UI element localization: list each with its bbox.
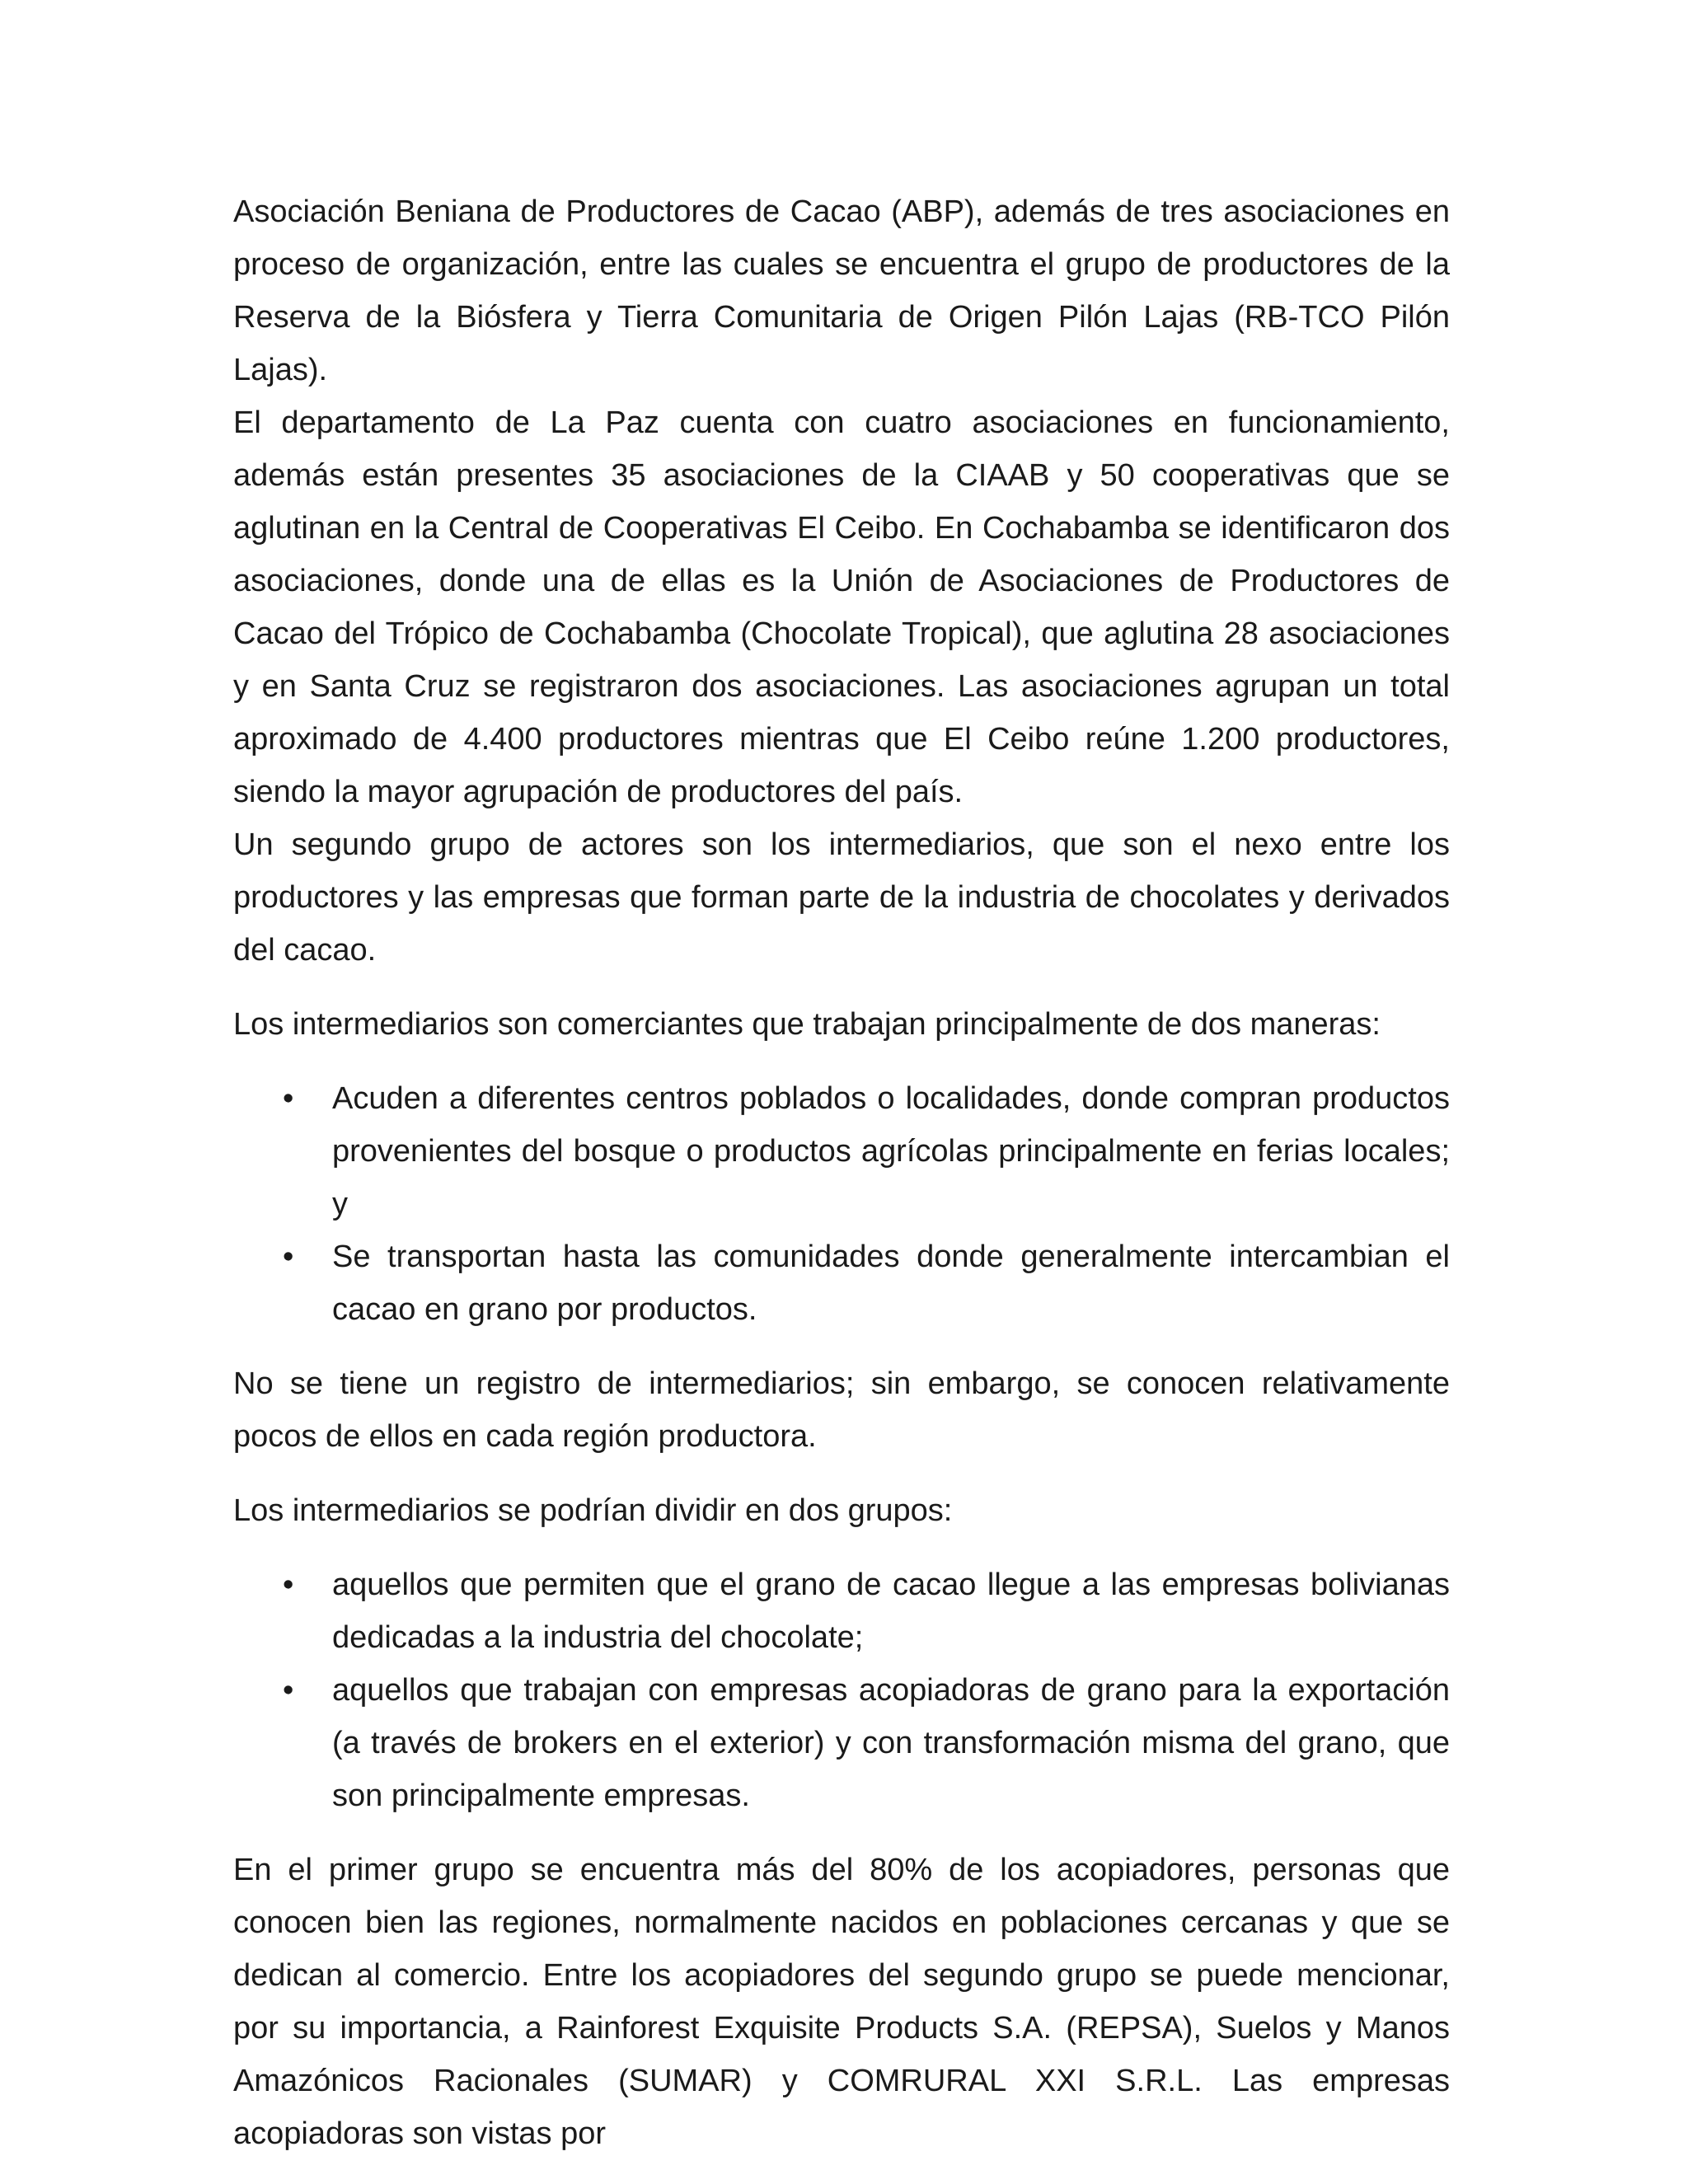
list-item-text: aquellos que permiten que el grano de cacao llegue a las empresas bolivianas dedicadas a la industria del chocolate;: [332, 1568, 1450, 1655]
list-item: [233, 1230, 1450, 1336]
list-item-text: Acuden a diferentes centros poblados o localidades, donde compran productos provenientes del bosque o productos agrícolas principalmente en ferias locales; y: [332, 1081, 1450, 1221]
paragraph-intermediaries-ways: Los intermediarios son comerciantes que trabajan principalmente de dos maneras:: [233, 1007, 1381, 1042]
paragraph-abp-associations: Asociación Beniana de Productores de Cacao (ABP), además de tres asociaciones en proceso de organización, entre las cuales se encuentra el grupo de productores de la Reserva de la Biósfera y Tierra Comunitaria de Origen Pilón Lajas (RB-TCO Pilón Lajas).: [233, 194, 1450, 387]
list-item: [233, 1558, 1450, 1664]
bullet-icon: •: [283, 1240, 294, 1274]
bullet-icon: •: [283, 1673, 294, 1708]
list-item-text: Se transportan hasta las comunidades donde generalmente intercambian el cacao en grano por productos.: [332, 1240, 1450, 1327]
paragraph-intermediaries-intro: Un segundo grupo de actores son los intermediarios, que son el nexo entre los productores y las empresas que forman parte de la industria de chocolates y derivados del cacao.: [233, 827, 1450, 968]
groups-bullet-list: [233, 1558, 1450, 1822]
list-item: [233, 1664, 1450, 1822]
list-item-text: aquellos que trabajan con empresas acopiadoras de grano para la exportación (a través de brokers en el exterior) y con transformación misma del grano, que son principalmente empresas.: [332, 1673, 1450, 1813]
ways-bullet-list: [233, 1072, 1450, 1336]
paragraph-no-registry: No se tiene un registro de intermediarios; sin embargo, se conocen relativamente pocos de ellos en cada región productora.: [233, 1366, 1450, 1454]
list-item: [233, 1072, 1450, 1230]
bullet-icon: •: [283, 1568, 294, 1602]
bullet-icon: •: [283, 1081, 294, 1116]
paragraph-two-groups: Los intermediarios se podrían dividir en dos grupos:: [233, 1493, 953, 1528]
paragraph-first-group: En el primer grupo se encuentra más del 80% de los acopiadores, personas que conocen bien las regiones, normalmente nacidos en poblaciones cercanas y que se dedican al comercio. Entre los acopiadores del segundo grupo se puede mencionar, por su importancia, a Rainforest Exquisite Products S.A. (REPSA), Suelos y Manos Amazónicos Racionales (SUMAR) y COMRURAL XXI S.R.L. Las empresas acopiadoras son vistas por: [233, 1853, 1450, 2151]
paragraph-la-paz-associations: El departamento de La Paz cuenta con cuatro asociaciones en funcionamiento, además están presentes 35 asociaciones de la CIAAB y 50 cooperativas que se aglutinan en la Central de Cooperativas El Ceibo. En Cochabamba se identificaron dos asociaciones, donde una de ellas es la Unión de Asociaciones de Productores de Cacao del Trópico de Cochabamba (Chocolate Tropical), que aglutina 28 asociaciones y en Santa Cruz se registraron dos asociaciones. Las asociaciones agrupan un total aproximado de 4.400 productores mientras que El Ceibo reúne 1.200 productores, siendo la mayor agrupación de productores del país.: [233, 405, 1450, 809]
document-page: [233, 185, 1450, 2160]
